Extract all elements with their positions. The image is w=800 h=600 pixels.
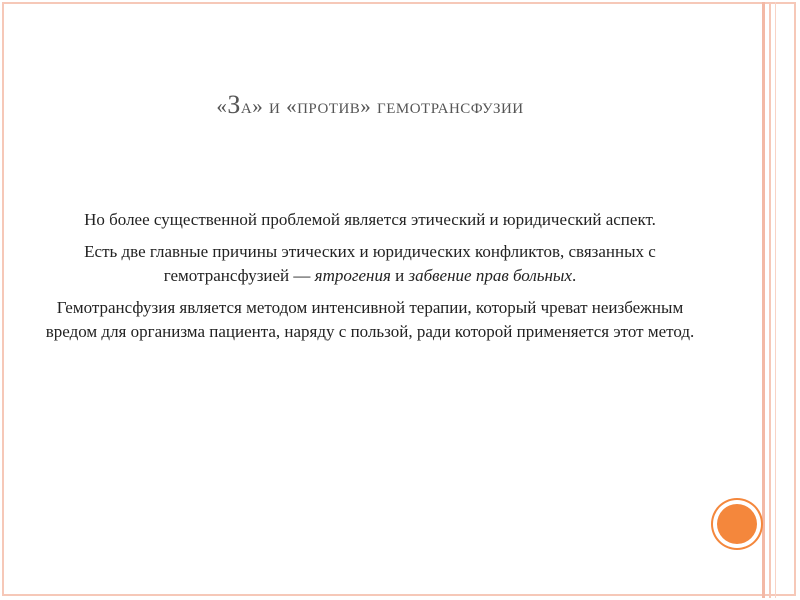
decor-line	[769, 2, 771, 598]
title-after-first: » и «	[252, 94, 298, 118]
title-second: против	[297, 94, 361, 118]
title-after-second: »	[360, 94, 378, 118]
slide-body	[40, 208, 700, 352]
title-rest-first: а	[240, 94, 253, 118]
title-open-quote: «	[216, 94, 228, 118]
paragraph-2	[40, 240, 700, 288]
slide-title	[60, 90, 680, 120]
title-third: гемотрансфузии	[377, 94, 524, 118]
accent-circle	[713, 500, 761, 548]
paragraph-2-text-before: Есть две главные причины этических и юридических конфликтов, связанных с гемотрансфузией —	[84, 242, 656, 285]
decor-line	[775, 2, 776, 598]
paragraph-2-text-middle: и	[390, 266, 409, 285]
decor-line	[762, 2, 765, 598]
paragraph-2-text-after: .	[572, 266, 577, 285]
paragraph-3: Гемотрансфузия является методом интенсивной терапии, который чреват неизбежным вредом для организма пациента, наряду с пользой, ради которой применяется этот метод.	[45, 298, 695, 341]
title-big-letter: З	[227, 90, 241, 119]
paragraph-2-italic-2: забвение прав больных	[408, 266, 572, 285]
paragraph-1: Но более существенной проблемой является этический и юридический аспект.	[84, 210, 656, 229]
paragraph-2-italic-1: ятрогения	[314, 266, 391, 285]
